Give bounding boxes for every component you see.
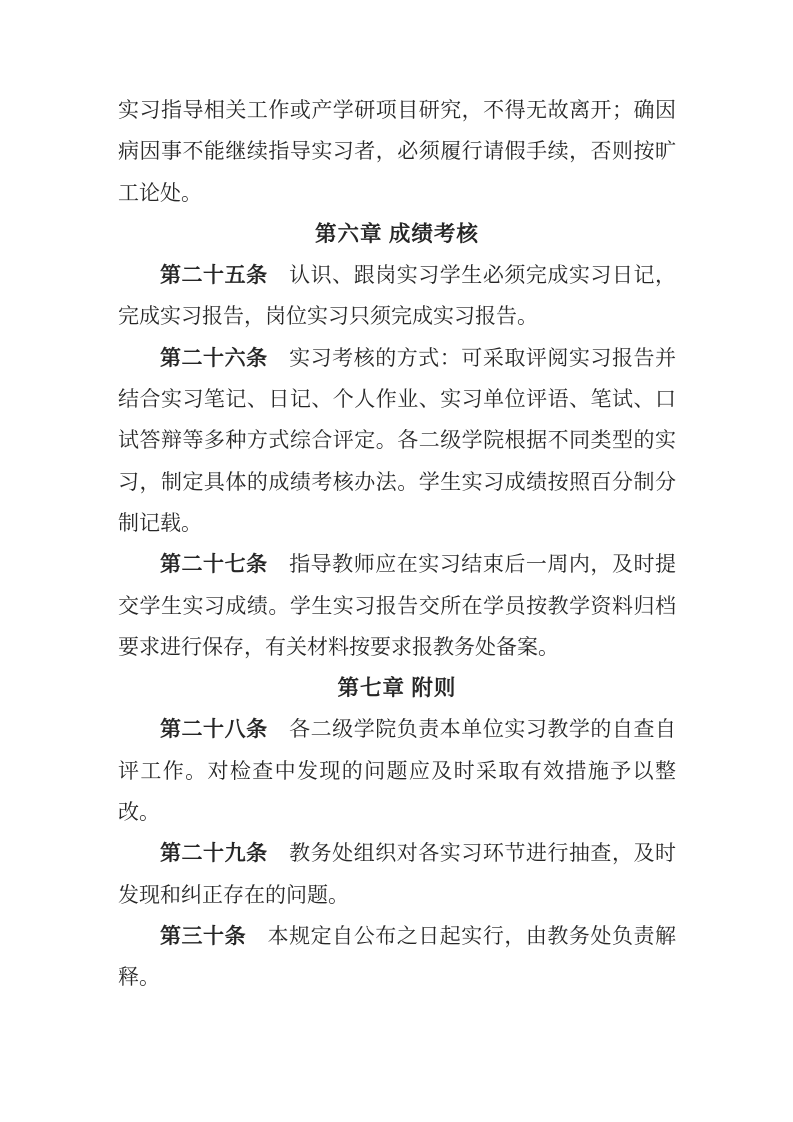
article-number: 第三十条	[160, 923, 247, 948]
paragraph-text: 认识、跟岗实习学生必须完成实习日记，完成实习报告，岗位实习只须完成实习报告。	[118, 263, 676, 329]
article-paragraph	[118, 338, 676, 544]
article-number: 第二十七条	[160, 552, 268, 577]
article-paragraph	[118, 916, 676, 999]
article-number: 第二十八条	[160, 717, 268, 742]
article-number: 第二十五条	[160, 263, 268, 288]
paragraph-text: 指导教师应在实习结束后一周内，及时提交学生实习成绩。学生实习报告交所在学员按教学资料归档要求进行保存，有关材料按要求报教务处备案。	[118, 552, 676, 659]
chapter-title-text: 第七章 附则	[337, 676, 457, 701]
article-paragraph	[118, 90, 676, 214]
paragraph-text: 教务处组织对各实习环节进行抽查，及时发现和纠正存在的问题。	[118, 841, 676, 907]
article-paragraph	[118, 833, 676, 916]
article-paragraph	[118, 709, 676, 833]
chapter-heading	[118, 668, 676, 709]
article-number: 第二十九条	[160, 841, 268, 866]
article-number: 第二十六条	[160, 345, 268, 370]
article-paragraph	[118, 255, 676, 338]
paragraph-text: 本规定自公布之日起实行，由教务处负责解释。	[118, 923, 677, 990]
article-paragraph	[118, 544, 676, 668]
chapter-title-text: 第六章 成绩考核	[315, 221, 479, 246]
paragraph-text: 实习指导相关工作或产学研项目研究，不得无故离开；确因病因事不能继续指导实习者，必须履行请假手续，否则按旷工论处。	[118, 98, 676, 205]
document-content	[118, 90, 676, 999]
paragraph-text: 各二级学院负责本单位实习教学的自查自评工作。对检查中发现的问题应及时采取有效措施予以整改。	[118, 717, 676, 825]
chapter-heading	[118, 214, 676, 255]
paragraph-text: 实习考核的方式：可采取评阅实习报告并结合实习笔记、日记、个人作业、实习单位评语、笔试、口试答辩等多种方式综合评定。各二级学院根据不同类型的实习，制定具体的成绩考核办法。学生实习成绩按照百分制分制记载。	[118, 345, 676, 535]
